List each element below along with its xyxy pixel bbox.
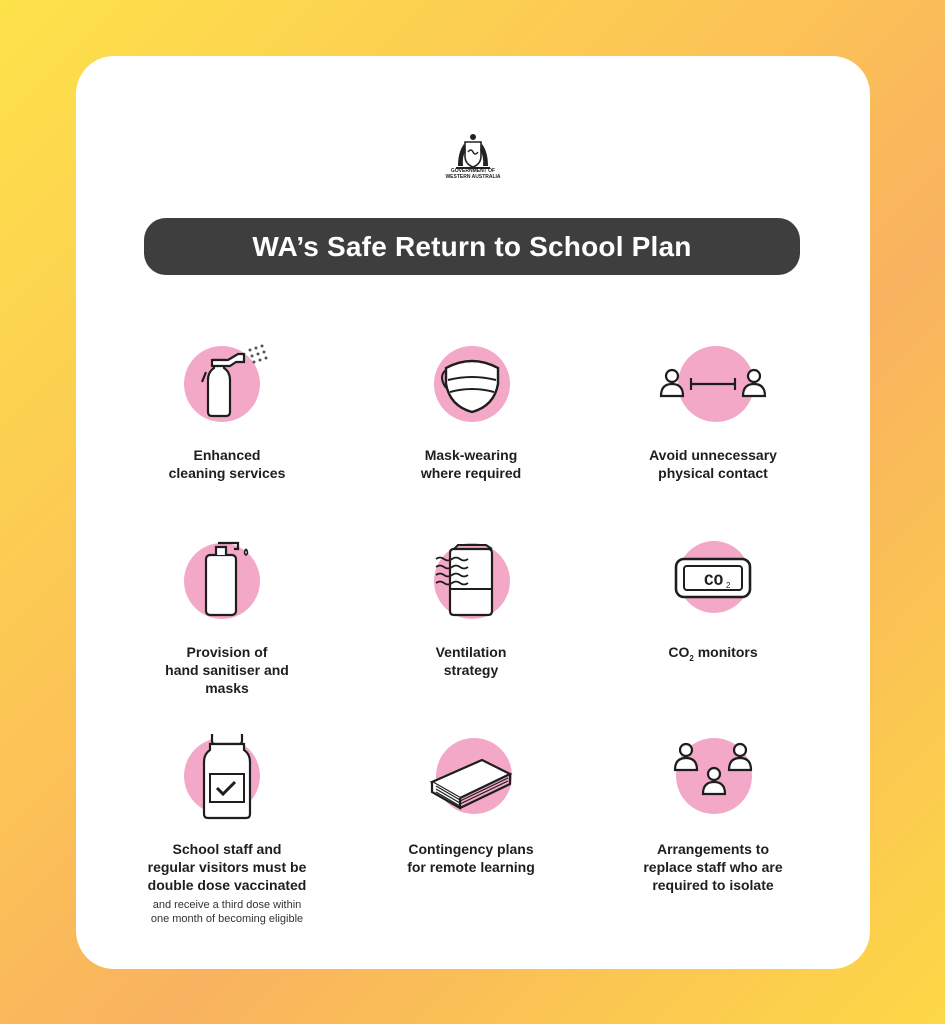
co2-monitor-icon <box>658 537 768 633</box>
item-label-line: Arrangements to <box>656 841 770 857</box>
crest-caption <box>423 168 523 180</box>
item-label-line: cleaning services <box>168 465 286 481</box>
title-banner <box>144 218 800 275</box>
co2-suffix: monitors <box>693 644 758 660</box>
item-label-line: Enhanced <box>193 447 261 463</box>
item-label-line: required to isolate <box>652 877 774 893</box>
vaccine-vial-icon <box>172 734 282 830</box>
item-label-line: Avoid unnecessary <box>649 447 777 463</box>
item-cleaning <box>102 340 352 482</box>
sanitiser-pump-icon <box>172 537 282 633</box>
item-label-line: strategy <box>443 662 499 678</box>
co2-text: CO <box>668 644 690 660</box>
social-distance-icon <box>658 340 768 436</box>
item-vaccination <box>102 734 352 926</box>
air-purifier-icon <box>416 537 526 633</box>
content-card <box>76 56 870 969</box>
item-remote-learning <box>346 734 596 876</box>
co2-screen-text: CO <box>704 572 724 590</box>
page-title: WA’s Safe Return to School Plan <box>252 230 692 262</box>
item-label-line: physical contact <box>658 465 768 481</box>
face-mask-icon <box>416 340 526 436</box>
co2-label <box>588 643 838 668</box>
spray-bottle-icon <box>172 340 282 436</box>
item-co2 <box>588 537 838 668</box>
item-ventilation <box>346 537 596 679</box>
item-mask <box>346 340 596 482</box>
item-distance <box>588 340 838 482</box>
crest-line-1: GOVERNMENT OF <box>450 168 496 174</box>
item-label-line: for remote learning <box>407 859 535 875</box>
item-label-line: where required <box>420 465 522 481</box>
item-sub-line: one month of becoming eligible <box>150 913 304 925</box>
item-label-line: regular visitors must be <box>147 859 307 875</box>
item-label-line: hand sanitiser and <box>165 662 289 678</box>
item-label-line: School staff and <box>172 841 282 857</box>
item-sub-line: and receive a third dose within <box>152 899 302 911</box>
staff-group-icon <box>658 734 768 830</box>
co2-subscript: 2 <box>689 653 694 663</box>
item-label-line: masks <box>205 680 249 696</box>
item-label-line: Ventilation <box>435 644 507 660</box>
item-staff-replacement <box>588 734 838 894</box>
item-sanitiser <box>102 537 352 697</box>
book-icon <box>416 734 526 830</box>
crest-line-2: WESTERN AUSTRALIA <box>445 174 501 180</box>
co2-screen-sub: 2 <box>726 581 731 590</box>
item-label-line: replace staff who are <box>643 859 783 875</box>
item-label-line: Contingency plans <box>408 841 534 857</box>
item-label-line: Mask-wearing <box>424 447 518 463</box>
item-label-line: double dose vaccinated <box>147 877 307 893</box>
item-label-line: Provision of <box>186 644 268 660</box>
